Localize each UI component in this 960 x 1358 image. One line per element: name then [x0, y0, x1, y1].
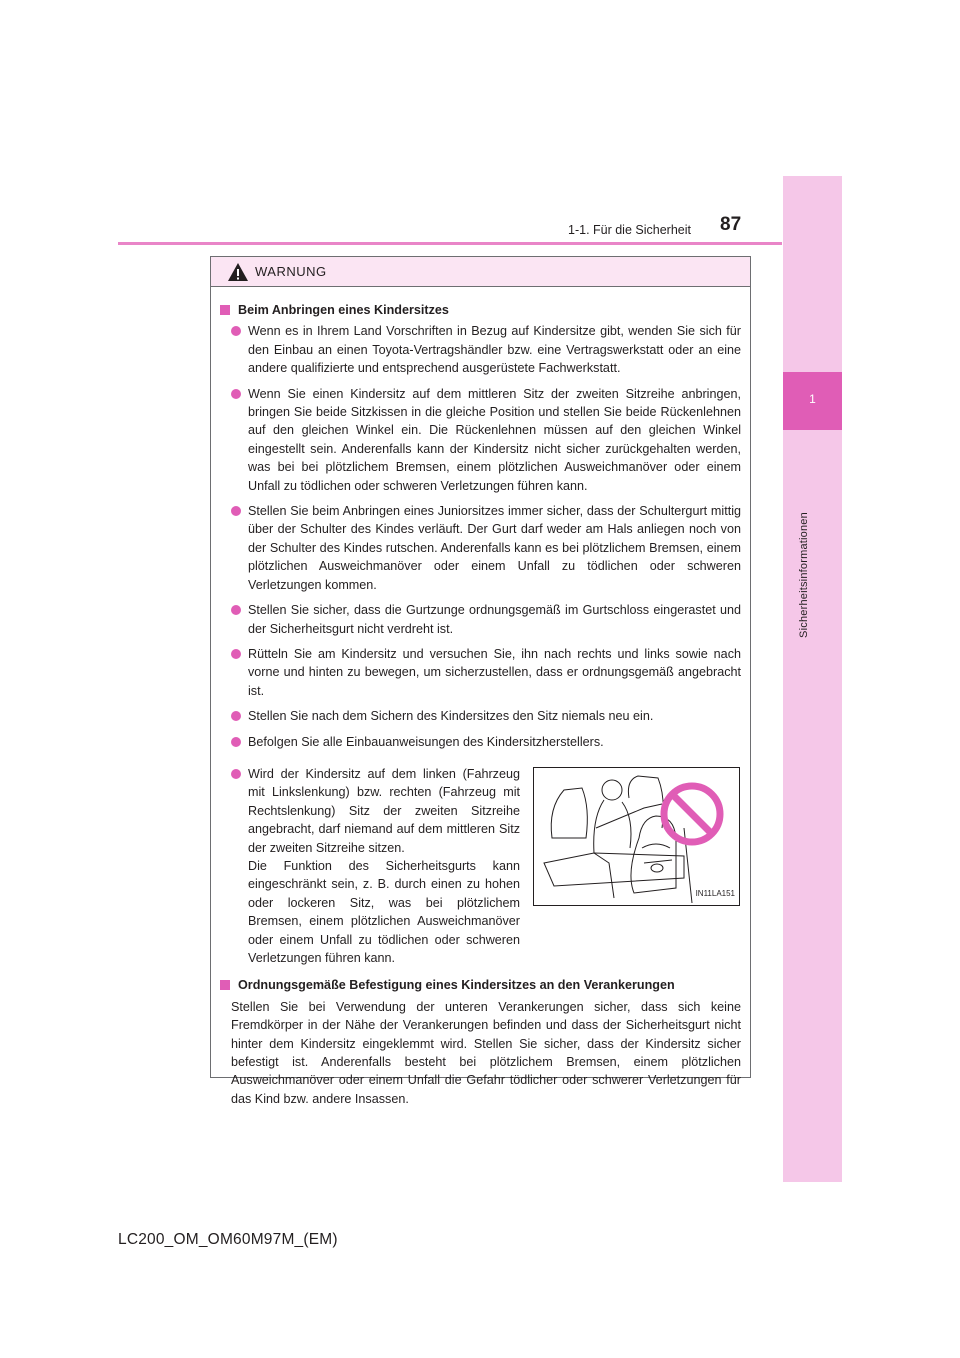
- child-seat-illustration: [533, 767, 740, 906]
- list-item-text: Stellen Sie beim Anbringen eines Juniorsitzes immer sicher, dass der Schultergurt mittig über der Schulter des Kindes verläuft. Der Gurt darf weder am Hals anliegen noch von der Schulter des Kindes rutschen. Anderenfalls kann es bei plötzlichem Bremsen, einem plötzlichen Ausweichmanöver oder einem Unfall zu tödlichen oder schweren Verletzungen kommen.: [248, 504, 741, 592]
- bullet-icon: [231, 769, 241, 779]
- warning-title: WARNUNG: [255, 264, 327, 279]
- section-heading: [220, 301, 741, 319]
- section-heading-text: Beim Anbringen eines Kindersitzes: [238, 303, 449, 317]
- warning-box: [210, 256, 751, 1106]
- list-item-text: Rütteln Sie am Kindersitz und versuchen Sie, ihn nach rechts und links sowie nach vorne und hinten zu bewegen, um sicherzustellen, dass er ordnungsgemäß angebracht ist.: [248, 646, 741, 698]
- figure-row: [220, 765, 741, 974]
- bullet-icon: [231, 506, 241, 516]
- header-divider: [118, 242, 782, 245]
- section-title: 1-1. Für die Sicherheit: [568, 223, 691, 237]
- section-heading-text: Ordnungsgemäße Befestigung eines Kindersitzes an den Verankerungen: [238, 978, 675, 993]
- page-number: 87: [720, 214, 742, 235]
- chapter-title: Sicherheitsinformationen: [798, 512, 810, 638]
- list-item-text: Stellen Sie sicher, dass die Gurtzunge ordnungsgemäß im Gurtschloss eingerastet und der Sicherheitsgurt nicht verdreht ist.: [248, 603, 741, 636]
- bullet-icon: [231, 737, 241, 747]
- figure-bullet-text: Wird der Kindersitz auf dem linken (Fahrzeug mit Linkslenkung) bzw. rechten (Fahrzeug mit Rechtslenkung) Sitz der zweiten Sitzreihe angebracht, darf niemand auf dem mittleren Sitz der zweiten Sitzreihe sitzen.: [248, 766, 520, 855]
- figure-code: IN11LA151: [695, 888, 735, 898]
- list-item-text: Wenn es in Ihrem Land Vorschriften in Bezug auf Kindersitze gibt, wenden Sie sich für den Einbau an einen Toyota-Vertragshändler bzw. eine Vertragswerkstatt oder an eine andere qualifizierte und entsprechend ausgerüstete Fachwerkstatt.: [248, 324, 741, 376]
- document-code: LC200_OM_OM60M97M_(EM): [118, 1231, 338, 1248]
- warning-header: [211, 257, 750, 287]
- section-paragraph: Stellen Sie bei Verwendung der unteren Verankerungen sicher, dass sich keine Fremdkörper in der Nähe der Verankerungen befinden und dass der Sicherheitsgurt nicht hinter dem Kindersitz eingeklemmt wird. Stellen Sie sicher, dass der Kindersitz sicher befestigt ist. Anderenfalls besteht bei plötzlichem Bremsen, einem plötzlichen Ausweichmanöver oder einem Unfall die Gefahr tödlicher oder schwerer Verletzungen für das Kind bzw. andere Insassen.: [231, 999, 741, 1106]
- list-item: [220, 601, 741, 638]
- list-item: [220, 707, 741, 725]
- list-item: [220, 645, 741, 700]
- list-item: [220, 322, 741, 377]
- bullet-icon: [231, 649, 241, 659]
- bullet-icon: [231, 389, 241, 399]
- chapter-number: 1: [809, 392, 816, 406]
- list-item: [220, 502, 741, 594]
- list-item-text: Befolgen Sie alle Einbauanweisungen des Kindersitzherstellers.: [248, 734, 604, 749]
- list-item: [220, 733, 741, 751]
- chapter-tab-strip: [783, 176, 842, 1182]
- figure-bullet-continued: Die Funktion des Sicherheitsgurts kann eingeschränkt sein, z. B. durch einen zu hohen oder lockeren Sitz, was bei plötzlichem Bremsen, einem plötzlichen Ausweichmanöver oder einem Unfall zu tödlichen oder schweren Verletzungen führen kann.: [248, 858, 520, 965]
- section-heading: [220, 976, 741, 994]
- square-bullet-icon: [220, 305, 230, 315]
- list-item-text: Wenn Sie einen Kindersitz auf dem mittleren Sitz der zweiten Sitzreihe anbringen, bringen Sie beide Sitzkissen in die gleiche Position und stellen Sie beide Rückenlehnen auf den gleichen Winkel ein. Die Rückenlehnen müssen auf den gleichen Winkel eingestellt sein. Anderenfalls kann der Kindersitz nicht sicher zurückgehalten werden, was bei bei plötzlichem Bremsen, einem plötzlichen Ausweichmanöver oder einem Unfall zu tödlichen oder schweren Verletzungen führen kann.: [248, 386, 741, 493]
- bullet-icon: [231, 711, 241, 721]
- warning-body: [211, 287, 750, 1108]
- list-item: [220, 385, 741, 495]
- bullet-icon: [231, 605, 241, 615]
- list-item: [220, 765, 520, 967]
- warning-triangle-icon: [227, 262, 249, 282]
- list-item-text: Stellen Sie nach dem Sichern des Kindersitzes den Sitz niemals neu ein.: [248, 709, 654, 724]
- square-bullet-icon: [220, 980, 230, 990]
- bullet-icon: [231, 326, 241, 336]
- list-item-text: [248, 765, 520, 967]
